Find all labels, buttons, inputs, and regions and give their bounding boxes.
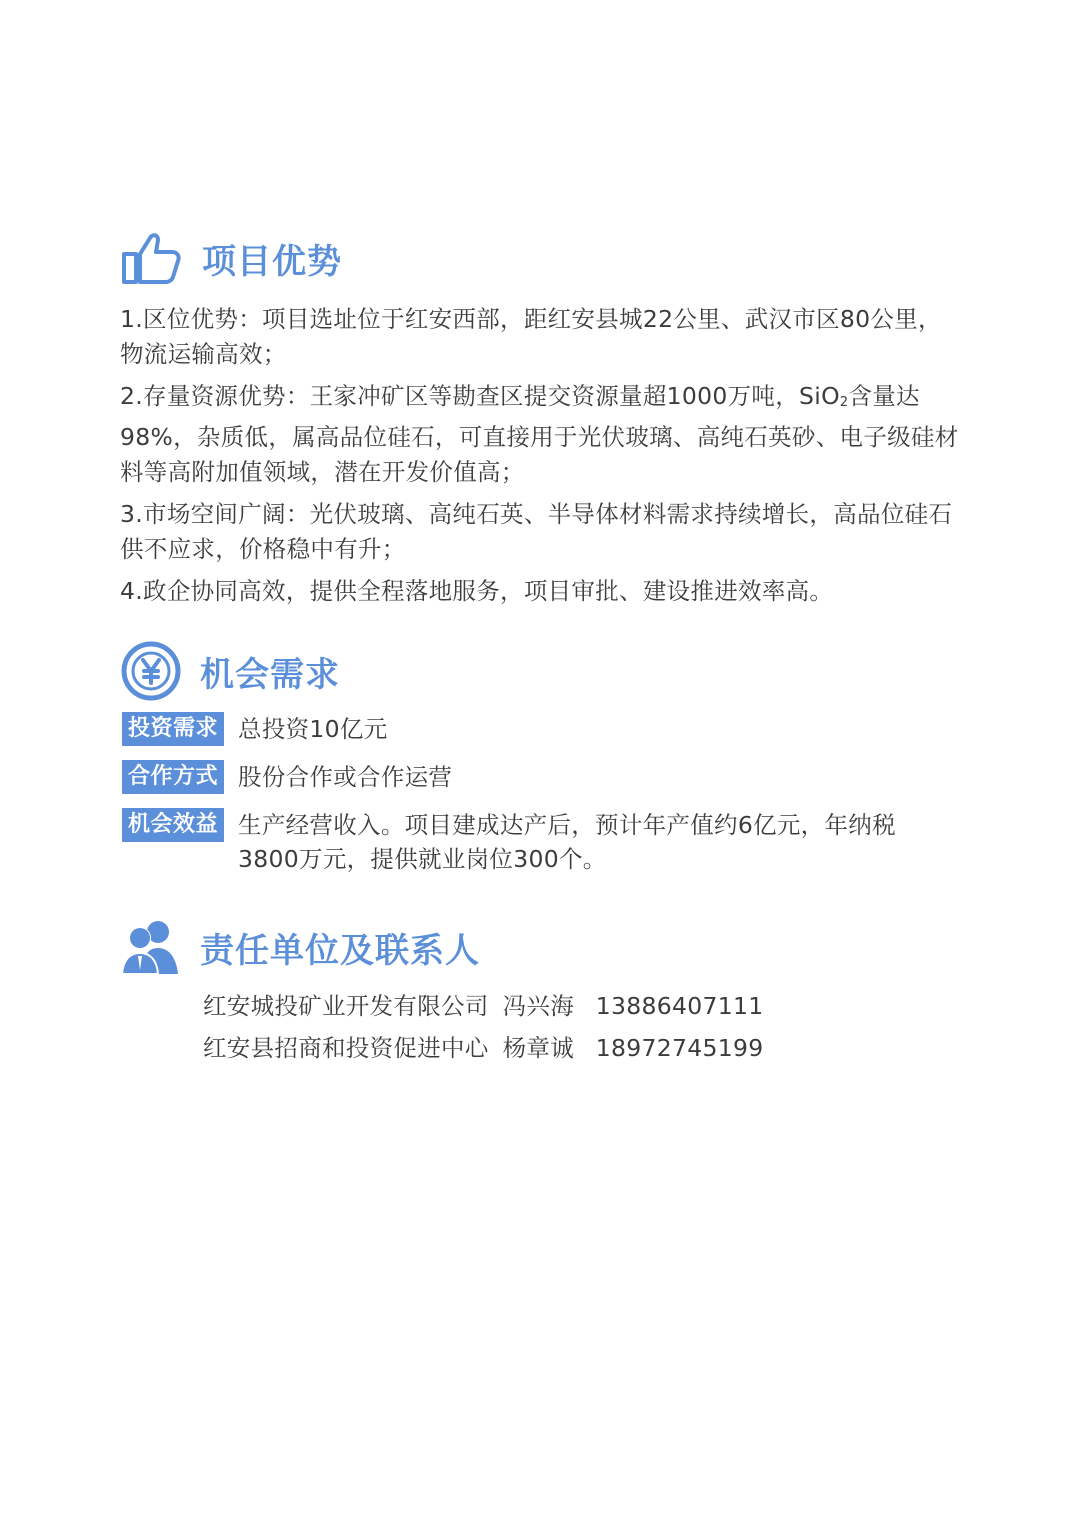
contacts-title: 责任单位及联系人 <box>200 930 480 971</box>
advantage-item-2-cont: 含量达98%，杂质低，属高品位硅石，可直接用于光伏玻璃、高纯石英砂、电子级硅材料等高附加值领域，潜在开发价值高； <box>120 382 959 486</box>
contacts-list <box>203 985 764 1069</box>
needs-title: 机会需求 <box>200 654 340 695</box>
advantage-item-4: 4.政企协同高效，提供全程落地服务，项目审批、建设推进效率高。 <box>120 577 834 605</box>
advantage-item-3: 3.市场空间广阔：光伏玻璃、高纯石英、半导体材料需求持续增长，高品位硅石供不应求，价格稳中有升； <box>120 500 953 563</box>
need-tag: 机会效益 <box>122 808 224 842</box>
contact-name: 冯兴海 <box>502 992 575 1020</box>
need-tag: 合作方式 <box>122 760 224 794</box>
advantages-list <box>120 302 960 616</box>
need-text: 股份合作或合作运营 <box>238 763 453 791</box>
need-text: 总投资10亿元 <box>238 715 388 743</box>
sio2-subscript: 2 <box>839 395 849 410</box>
contact-phone: 18972745199 <box>595 1034 764 1062</box>
need-row-cooperation <box>122 760 962 794</box>
need-row-investment <box>122 712 962 746</box>
advantage-item-1: 1.区位优势：项目选址位于红安西部，距红安县城22公里、武汉市区80公里，物流运输高效； <box>120 305 942 368</box>
contact-line-2 <box>203 1027 764 1069</box>
advantage-item-2 <box>120 379 960 490</box>
contact-org: 红安城投矿业开发有限公司 <box>203 992 489 1020</box>
yen-coin-icon <box>120 640 182 702</box>
contact-phone: 13886407111 <box>595 992 764 1020</box>
contact-line-1 <box>203 985 764 1027</box>
contact-org: 红安县招商和投资促进中心 <box>203 1034 489 1062</box>
need-row-benefit <box>122 808 962 876</box>
advantages-header <box>120 230 342 286</box>
need-text: 生产经营收入。项目建成达产后，预计年产值约6亿元，年纳税3800万元，提供就业岗位300个。 <box>238 811 896 873</box>
advantages-title: 项目优势 <box>202 241 342 282</box>
people-icon <box>120 918 180 976</box>
advantage-item-2-line: 2.存量资源优势：王家冲矿区等勘查区提交资源量超1000万吨，SiO <box>120 382 840 410</box>
need-tag: 投资需求 <box>122 712 224 746</box>
needs-header <box>120 640 340 702</box>
contact-name: 杨章诚 <box>502 1034 575 1062</box>
thumbs-up-icon <box>120 230 182 286</box>
contacts-header <box>120 918 480 976</box>
needs-list <box>122 712 962 890</box>
